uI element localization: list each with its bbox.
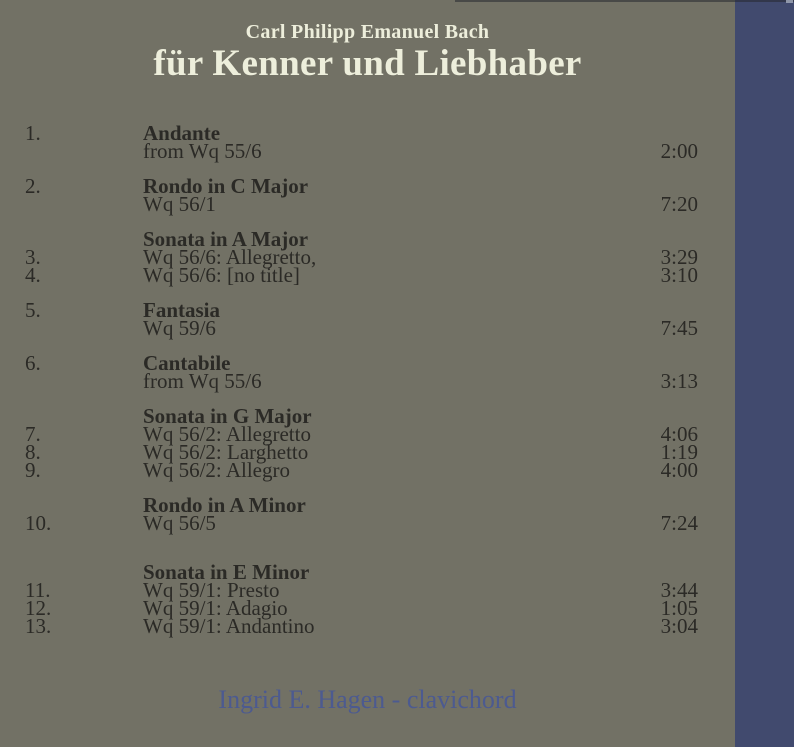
track-number: 10.: [25, 511, 52, 535]
track-detail-row: [25, 458, 698, 482]
track-number: [25, 372, 143, 390]
album-title: für Kenner und Liebhaber: [153, 43, 582, 84]
track-block: [25, 560, 698, 638]
artist-name: Carl Philipp Emanuel Bach: [245, 21, 490, 43]
track-number: 3.: [25, 245, 41, 269]
work-title: Sonata in G Major: [143, 404, 312, 428]
work-title: Cantabile: [143, 351, 231, 375]
track-time: 1:19: [660, 440, 698, 464]
track-number: 1.: [25, 121, 41, 145]
track-number: 9.: [25, 458, 41, 482]
track-time: 7:24: [660, 511, 698, 535]
track-subtitle: Wq 56/6: [no title]: [143, 263, 300, 287]
work-title-row: [25, 493, 698, 517]
track-number: 12.: [25, 596, 52, 620]
top-edge-artifact: [455, 0, 794, 2]
track-detail-row: [25, 596, 698, 620]
track-detail-row: [25, 245, 698, 269]
track-number: [25, 319, 143, 337]
track-number: [25, 230, 143, 248]
track-detail-row: [25, 369, 698, 393]
track-number: 5.: [25, 298, 41, 322]
track-detail-row: [25, 440, 698, 464]
track-time: 3:10: [660, 263, 698, 287]
album-header: [0, 20, 735, 84]
track-number: [25, 195, 143, 213]
track-number: [25, 407, 143, 425]
track-number: 7.: [25, 422, 41, 446]
work-title: Rondo in C Major: [143, 174, 309, 198]
track-time: 1:05: [660, 596, 698, 620]
work-title-row: [25, 227, 698, 251]
work-title-row: [25, 404, 698, 428]
track-number: 6.: [25, 351, 41, 375]
track-detail-row: [25, 422, 698, 446]
track-detail-row: [25, 192, 698, 216]
track-time: 7:20: [660, 192, 698, 216]
work-title: Rondo in A Minor: [143, 493, 306, 517]
track-subtitle: Wq 59/1: Adagio: [143, 596, 288, 620]
track-block: [25, 121, 698, 163]
work-title: Fantasia: [143, 298, 221, 322]
track-subtitle: from Wq 55/6: [143, 369, 262, 393]
track-time: 3:13: [660, 369, 698, 393]
track-detail-row: [25, 614, 698, 638]
track-list: [0, 121, 735, 638]
track-subtitle: Wq 56/6: Allegretto,: [143, 245, 317, 269]
track-number: 13.: [25, 614, 52, 638]
track-number: [25, 142, 143, 160]
track-block: [25, 493, 698, 535]
track-time: 3:29: [660, 245, 698, 269]
work-title-row: [25, 351, 698, 375]
track-time: 7:45: [660, 316, 698, 340]
work-title: Andante: [143, 121, 221, 145]
track-block: [25, 298, 698, 340]
work-title-row: [25, 174, 698, 198]
track-subtitle: Wq 56/2: Larghetto: [143, 440, 309, 464]
track-subtitle: Wq 59/1: Presto: [143, 578, 280, 602]
track-block: [25, 404, 698, 482]
track-subtitle: Wq 59/6: [143, 316, 216, 340]
corner-artifact: [786, 0, 793, 3]
track-time: 4:00: [660, 458, 698, 482]
track-detail-row: [25, 139, 698, 163]
track-subtitle: from Wq 55/6: [143, 139, 262, 163]
work-title-row: [25, 121, 698, 145]
work-title-row: [25, 298, 698, 322]
work-title: Sonata in A Major: [143, 227, 309, 251]
track-detail-row: [25, 511, 698, 535]
work-title-row: [25, 560, 698, 584]
track-time: 3:04: [660, 614, 698, 638]
track-time: 4:06: [660, 422, 698, 446]
track-number: 4.: [25, 263, 41, 287]
track-number: 2.: [25, 174, 41, 198]
track-subtitle: Wq 56/5: [143, 511, 216, 535]
track-detail-row: [25, 316, 698, 340]
track-block: [25, 227, 698, 287]
track-subtitle: Wq 59/1: Andantino: [143, 614, 315, 638]
performer-credit: Ingrid E. Hagen - clavichord: [218, 685, 517, 714]
track-number: 8.: [25, 440, 41, 464]
track-subtitle: Wq 56/2: Allegro: [143, 458, 290, 482]
track-time: 2:00: [660, 139, 698, 163]
track-subtitle: Wq 56/1: [143, 192, 216, 216]
track-number: 11.: [25, 578, 51, 602]
track-time: 3:44: [660, 578, 698, 602]
spine-stripe: [735, 0, 794, 747]
track-block: [25, 351, 698, 393]
track-subtitle: Wq 56/2: Allegretto: [143, 422, 311, 446]
track-block: [25, 174, 698, 216]
track-detail-row: [25, 578, 698, 602]
work-title: Sonata in E Minor: [143, 560, 310, 584]
track-detail-row: [25, 263, 698, 287]
